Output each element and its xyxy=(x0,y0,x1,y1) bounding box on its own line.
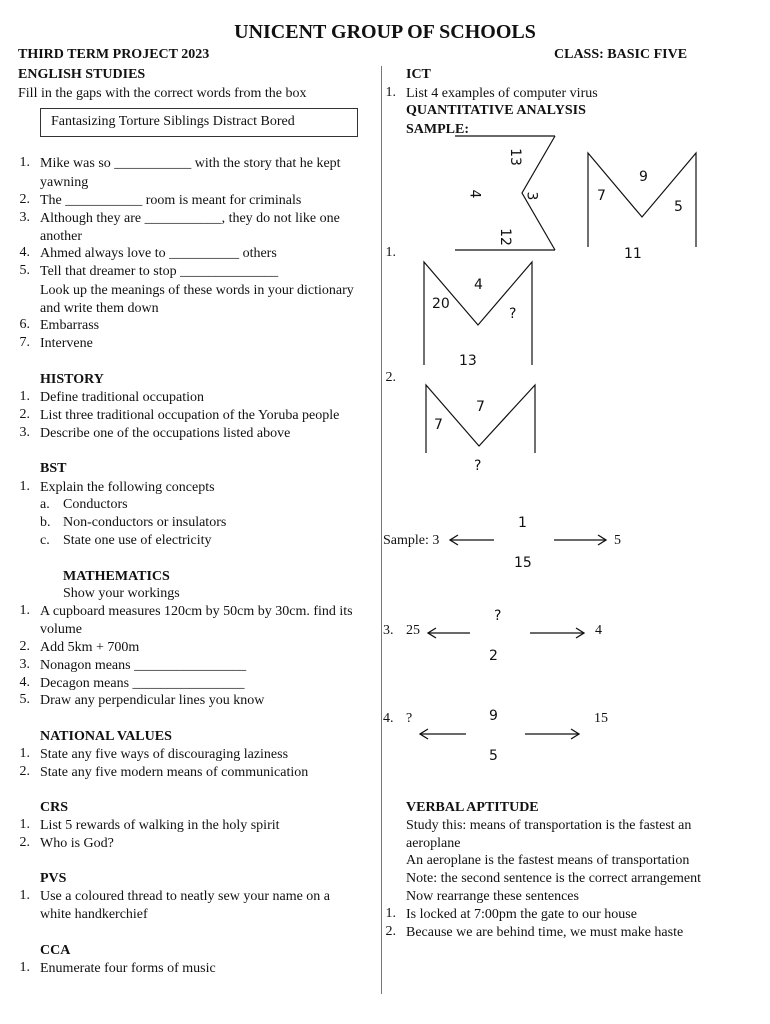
m1-top: 4 xyxy=(474,277,483,293)
list-number: 4. xyxy=(19,675,30,690)
rot-bottom-value: 12 xyxy=(496,228,513,246)
m-sample-right: 5 xyxy=(674,199,683,215)
list-number: 3. xyxy=(19,425,30,440)
bst-c: State one use of electricity xyxy=(63,533,212,548)
list-letter: c. xyxy=(40,533,50,548)
english-q2: The ___________ room is meant for criminals xyxy=(40,193,302,208)
verbal-q1: Is locked at 7:00pm the gate to our house xyxy=(406,907,637,922)
m1-bottom: 13 xyxy=(459,353,477,369)
bst-b: Non-conductors or insulators xyxy=(63,515,227,530)
rot-right-value: 3 xyxy=(523,191,540,201)
history-q1: Define traditional occupation xyxy=(40,390,205,405)
math-q1: A cupboard measures 120cm by 50cm by 30cm. find its xyxy=(40,604,353,619)
pvs-q1-cont: white handkerchief xyxy=(40,907,148,922)
list-number: 1. xyxy=(19,960,30,975)
list-number: 1. xyxy=(19,389,30,404)
lookup-instruction-cont: and write them down xyxy=(40,301,159,316)
list-number: 2. xyxy=(385,924,396,939)
m-sample-bottom: 11 xyxy=(624,246,642,262)
math-q5: Draw any perpendicular lines you know xyxy=(40,693,265,708)
nv-heading: NATIONAL VALUES xyxy=(40,729,172,744)
english-heading: ENGLISH STUDIES xyxy=(18,67,146,82)
english-q4: Ahmed always love to __________ others xyxy=(40,246,277,261)
english-instruction: Fill in the gaps with the correct words from the box xyxy=(18,86,307,101)
arrow-sample-right: 5 xyxy=(614,533,621,548)
list-number: 2. xyxy=(19,639,30,654)
arrow4-right: 15 xyxy=(594,711,608,726)
crs-q1: List 5 rewards of walking in the holy spirit xyxy=(40,818,280,833)
lookup-instruction: Look up the meanings of these words in your dictionary xyxy=(40,283,354,298)
m1-left: 20 xyxy=(432,296,450,312)
history-q3: Describe one of the occupations listed above xyxy=(40,426,291,441)
crs-q2: Who is God? xyxy=(40,836,114,851)
verbal-study: Study this: means of transportation is the fastest an xyxy=(406,818,692,833)
math-q2: Add 5km + 700m xyxy=(40,640,140,655)
school-title: UNICENT GROUP OF SCHOOLS xyxy=(234,21,536,43)
rot-top-value: 13 xyxy=(506,148,523,166)
verbal-heading: VERBAL APTITUDE xyxy=(406,800,539,815)
m1-right: ? xyxy=(509,306,517,322)
list-number: 4. xyxy=(383,711,394,726)
pvs-q1: Use a coloured thread to neatly sew your name on a xyxy=(40,889,331,904)
arrow3-left: 25 xyxy=(406,623,420,638)
bst-q1: Explain the following concepts xyxy=(40,480,215,495)
english-q1-cont: yawning xyxy=(40,175,89,190)
list-number: 2. xyxy=(19,407,30,422)
list-number: 2. xyxy=(385,370,396,385)
arrow-sample-label: Sample: 3 xyxy=(383,533,440,548)
english-q6: Embarrass xyxy=(40,318,100,333)
verbal-study-cont: aeroplane xyxy=(406,836,461,851)
qa-sample-label: SAMPLE: xyxy=(406,122,469,137)
bst-heading: BST xyxy=(40,461,67,476)
cca-heading: CCA xyxy=(40,943,71,958)
rot-left-value: 4 xyxy=(466,189,483,199)
list-number: 4. xyxy=(19,245,30,260)
list-number: 1. xyxy=(385,906,396,921)
list-number: 7. xyxy=(19,335,30,350)
history-heading: HISTORY xyxy=(40,372,104,387)
verbal-q2: Because we are behind time, we must make haste xyxy=(406,925,684,940)
list-number: 3. xyxy=(383,623,394,638)
list-number: 1. xyxy=(19,479,30,494)
arrow3-figure xyxy=(428,628,584,638)
list-letter: b. xyxy=(40,515,51,530)
math-q1-cont: volume xyxy=(40,622,82,637)
word-box-text: Fantasizing Torture Siblings Distract Bored xyxy=(51,114,295,129)
list-number: 2. xyxy=(19,764,30,779)
list-number: 3. xyxy=(19,210,30,225)
nv-q2: State any five modern means of communication xyxy=(40,765,309,780)
math-sub: Show your workings xyxy=(63,586,180,601)
arrow4-top: 9 xyxy=(489,708,498,724)
ict-q1: List 4 examples of computer virus xyxy=(406,86,598,101)
list-number: 3. xyxy=(19,657,30,672)
m-sample-top: 9 xyxy=(639,169,648,185)
english-q7: Intervene xyxy=(40,336,93,351)
english-q1: Mike was so ___________ with the story that he kept xyxy=(40,156,341,171)
arrow3-right: 4 xyxy=(595,623,602,638)
arrow4-bottom: 5 xyxy=(489,748,498,764)
list-number: 1. xyxy=(19,746,30,761)
math-q3: Nonagon means ________________ xyxy=(40,658,247,673)
verbal-note: Note: the second sentence is the correct arrangement xyxy=(406,871,702,886)
list-number: 1. xyxy=(19,817,30,832)
arrow-sample-figure xyxy=(450,535,606,545)
list-number: 2. xyxy=(19,835,30,850)
arrow3-top: ? xyxy=(494,608,502,624)
list-number: 1. xyxy=(385,85,396,100)
qa-heading: QUANTITATIVE ANALYSIS xyxy=(406,103,586,118)
arrow4-figure xyxy=(420,729,579,739)
arrow3-bottom: 2 xyxy=(489,648,498,664)
list-number: 2. xyxy=(19,192,30,207)
m2-top: 7 xyxy=(476,399,485,415)
list-number: 1. xyxy=(385,245,396,260)
m2-left: 7 xyxy=(434,417,443,433)
m-sample-left: 7 xyxy=(597,188,606,204)
arrow-sample-top: 1 xyxy=(518,515,527,531)
list-letter: a. xyxy=(40,497,50,512)
verbal-now: Now rearrange these sentences xyxy=(406,889,579,904)
list-number: 5. xyxy=(19,263,30,278)
list-number: 6. xyxy=(19,317,30,332)
cca-q1: Enumerate four forms of music xyxy=(40,961,216,976)
m2-bottom: ? xyxy=(474,458,482,474)
crs-heading: CRS xyxy=(40,800,69,815)
english-q5: Tell that dreamer to stop ______________ xyxy=(40,264,279,279)
math-heading: MATHEMATICS xyxy=(63,569,170,584)
project-title: THIRD TERM PROJECT 2023 xyxy=(18,47,210,62)
arrow-sample-bottom: 15 xyxy=(514,555,532,571)
history-q2: List three traditional occupation of the Yoruba people xyxy=(40,408,340,423)
bst-a: Conductors xyxy=(63,497,128,512)
math-q4: Decagon means ________________ xyxy=(40,676,245,691)
list-number: 1. xyxy=(19,888,30,903)
list-number: 1. xyxy=(19,603,30,618)
nv-q1: State any five ways of discouraging laziness xyxy=(40,747,289,762)
class-label: CLASS: BASIC FIVE xyxy=(554,47,688,62)
list-number: 1. xyxy=(19,155,30,170)
english-q3: Although they are ___________, they do not like one xyxy=(40,211,340,226)
arrow4-left: ? xyxy=(406,711,413,726)
verbal-line2: An aeroplane is the fastest means of transportation xyxy=(406,853,690,868)
pvs-heading: PVS xyxy=(40,871,67,886)
ict-heading: ICT xyxy=(406,67,431,82)
english-q3-cont: another xyxy=(40,229,82,244)
list-number: 5. xyxy=(19,692,30,707)
